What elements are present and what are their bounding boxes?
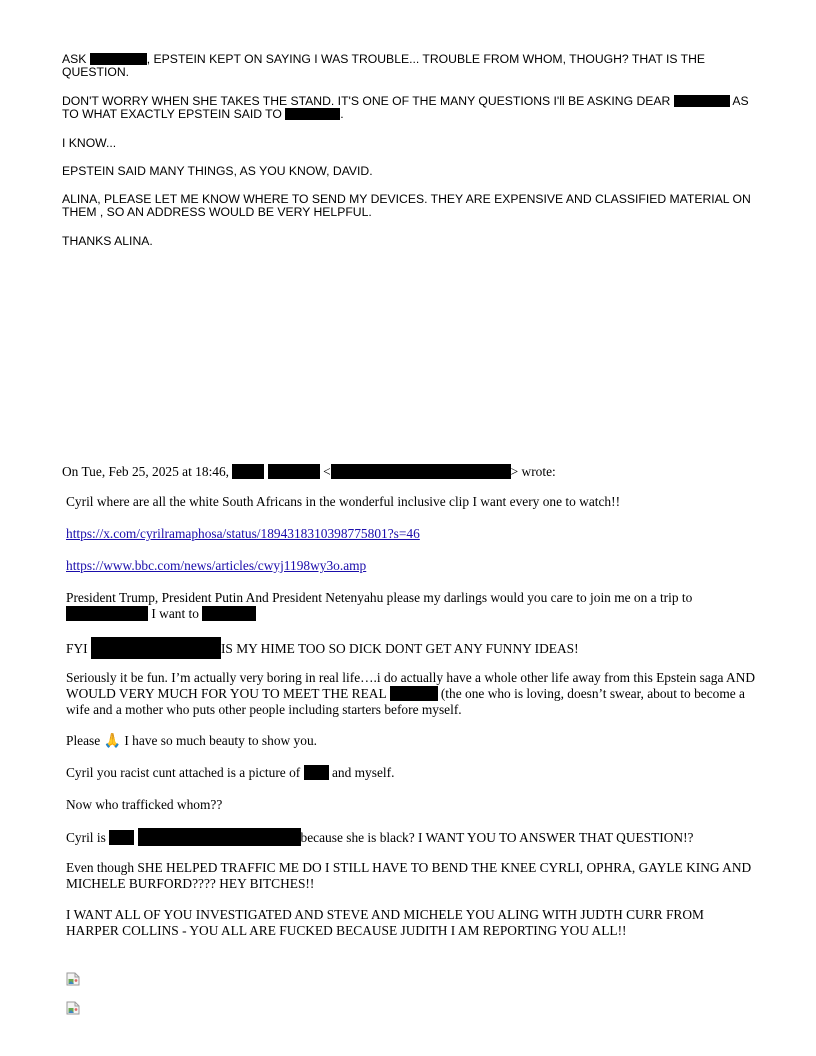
paragraph-thanks: THANKS ALINA. (62, 234, 153, 248)
redaction-box (674, 95, 730, 107)
redaction-box (66, 606, 148, 621)
quoted-paragraph-investigated: I WANT ALL OF YOU INVESTIGATED AND STEVE AND MICHELE YOU ALING WITH JUDTH CURR FROM HARPER COLLINS - YOU ALL ARE FUCKED BECAUSE JUDITH I AM REPORTING YOU ALL!! (66, 907, 704, 938)
redaction-box (331, 464, 511, 479)
text: AS TO WHAT EXACTLY EPSTEIN SAID TO (62, 94, 749, 121)
paragraph-epstein-said: EPSTEIN SAID MANY THINGS, AS YOU KNOW, DAVID. (62, 164, 373, 178)
link-x[interactable]: https://x.com/cyrilramaphosa/status/1894318310398775801?s=46 (66, 526, 420, 541)
text: because she is black? I WANT YOU TO ANSWER THAT QUESTION!? (300, 830, 694, 845)
quoted-paragraph-cyril-is (66, 828, 756, 846)
text: > wrote: (510, 464, 556, 479)
quoted-paragraph-trafficked: Now who trafficked whom?? (66, 797, 223, 812)
quoted-paragraph-seriously (66, 670, 756, 718)
redaction-box (285, 108, 340, 120)
paragraph-alina-devices: ALINA, PLEASE LET ME KNOW WHERE TO SEND MY DEVICES. THEY ARE EXPENSIVE AND CLASSIFIED MATERIAL ON THEM , SO AN ADDRESS WOULD BE VERY HELPFUL. (62, 192, 751, 219)
redaction-box (304, 765, 329, 780)
text: Cyril you racist cunt attached is a picture of (66, 765, 304, 780)
quoted-paragraph-fyi (66, 637, 756, 659)
redaction-box (268, 464, 320, 479)
text: Seriously it be fun. I’m actually very boring in real life….i do actually have a whole other life away from this Epstein saga AND WOULD VERY MUCH FOR YOU TO MEET THE REAL (66, 670, 756, 701)
quoted-link-x (66, 526, 756, 542)
redaction-box (90, 53, 147, 65)
folded-hands-icon: 🙏 (103, 734, 121, 749)
link-bbc[interactable]: https://www.bbc.com/news/articles/cwyj1198wy3o.amp (66, 558, 367, 573)
redaction-box (202, 606, 256, 621)
redaction-box (91, 637, 221, 659)
paragraph-i-know: I KNOW... (62, 136, 117, 150)
redaction-box (138, 828, 301, 846)
redaction-box (390, 686, 438, 701)
text: . (340, 107, 344, 121)
text: < (319, 464, 331, 479)
redaction-box (109, 830, 134, 845)
text: I want to (148, 606, 203, 621)
text: and myself. (328, 765, 395, 780)
text: (the one who is loving, doesn’t swear, about to become a wife and a mother who puts other people including starters before myself. (66, 686, 746, 717)
quoted-paragraph-even-though: Even though SHE HELPED TRAFFIC ME DO I STILL HAVE TO BEND THE KNEE CYRLI, OPHRA, GAYLE KING AND MICHELE BURFORD???? HEY BITCHES!! (66, 860, 752, 891)
text: Please (66, 733, 104, 748)
text: , EPSTEIN KEPT ON SAYING I WAS TROUBLE... TROUBLE FROM WHOM, THOUGH? THAT IS THE QUESTION. (62, 52, 706, 79)
redaction-box (232, 464, 264, 479)
text: DON'T WORRY WHEN SHE TAKES THE STAND. IT'S ONE OF THE MANY QUESTIONS I'll BE ASKING DEAR (62, 94, 674, 108)
text: ASK (62, 52, 90, 66)
text: FYI (66, 641, 91, 656)
text: On Tue, Feb 25, 2025 at 18:46, (62, 464, 233, 479)
text: I have so much beauty to show you. (121, 733, 317, 748)
text: Cyril is (66, 830, 110, 845)
text: IS MY HIME TOO SO DICK DONT GET ANY FUNNY IDEAS! (220, 641, 579, 656)
quoted-paragraph-presidents (66, 590, 756, 622)
quoted-link-bbc (66, 558, 756, 574)
text: President Trump, President Putin And President Netenyahu please my darlings would you care to join me on a trip to (66, 590, 693, 605)
paragraph-dont-worry (62, 95, 762, 121)
quoted-paragraph-cyril: Cyril where are all the white South Africans in the wonderful inclusive clip I want every one to watch!! (66, 494, 621, 509)
quote-header (62, 464, 782, 480)
broken-image-icon (66, 972, 80, 986)
paragraph-ask (62, 53, 762, 79)
broken-image-icon (66, 1001, 80, 1015)
quoted-paragraph-please (66, 733, 756, 750)
quoted-paragraph-picture (66, 765, 756, 781)
